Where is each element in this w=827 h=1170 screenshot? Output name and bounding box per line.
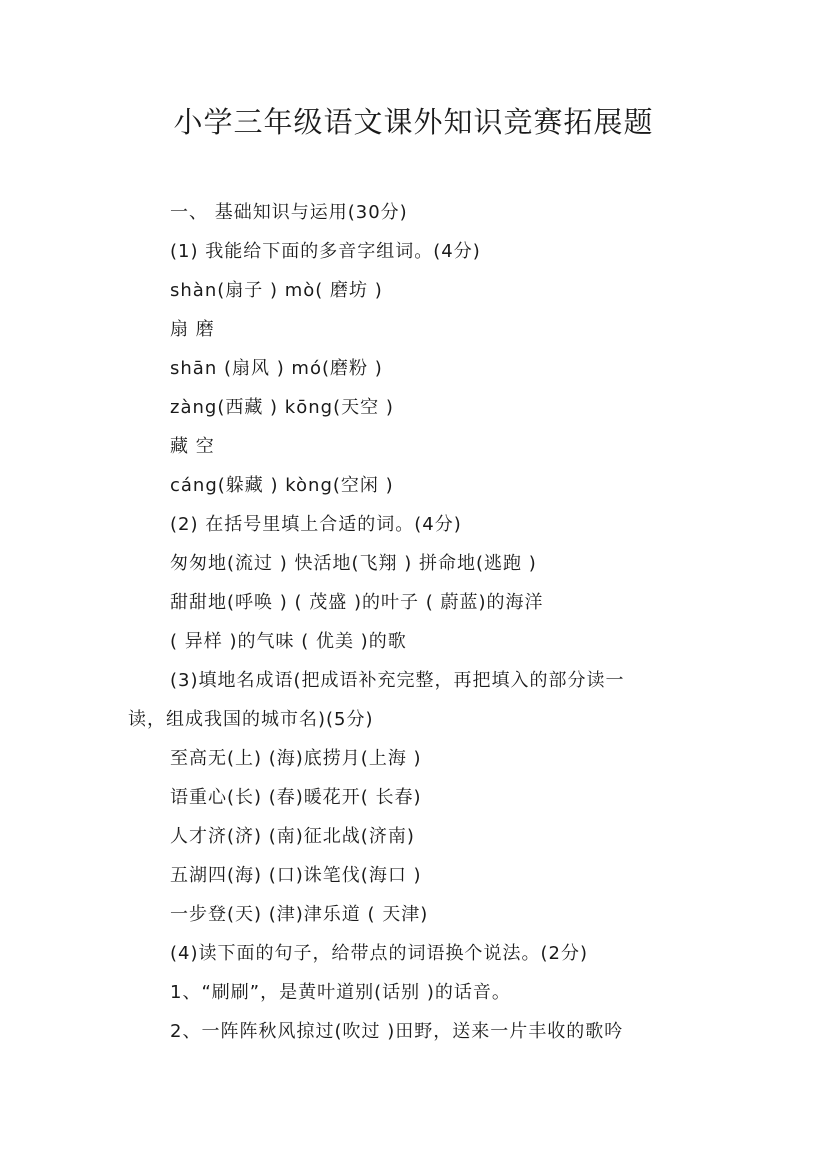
answer-line: 2、一阵阵秋风掠过(吹过 )田野，送来一片丰收的歌吟	[170, 1021, 624, 1042]
answer-line: shàn(扇子 ) mò( 磨坊 )	[170, 280, 383, 301]
answer-line: 扇 磨	[170, 319, 215, 340]
answer-line: 藏 空	[170, 436, 215, 457]
question-heading-continued: 读，组成我国的城市名)(5分)	[128, 709, 374, 730]
document-body	[128, 193, 708, 1051]
answer-line: 至高无(上) (海)底捞月(上海 )	[170, 748, 422, 769]
question-heading: (4)读下面的句子，给带点的词语换个说法。(2分)	[170, 943, 588, 964]
section-heading: 一、 基础知识与运用(30分)	[170, 202, 408, 223]
answer-line: cáng(躲藏 ) kòng(空闲 )	[170, 475, 394, 496]
answer-line: 甜甜地(呼唤 ) ( 茂盛 )的叶子 ( 蔚蓝)的海洋	[170, 592, 544, 613]
page-title: 小学三年级语文课外知识竞赛拓展题	[173, 105, 654, 139]
answer-line: 1、“刷刷”，是黄叶道别(话别 )的话音。	[170, 982, 511, 1003]
answer-line: 一步登(天) (津)津乐道 ( 天津)	[170, 904, 429, 925]
answer-line: shān (扇风 ) mó(磨粉 )	[170, 358, 383, 379]
question-heading: (2) 在括号里填上合适的词。(4分)	[170, 514, 462, 535]
answer-line: 人才济(济) (南)征北战(济南)	[170, 826, 415, 847]
answer-line: 语重心(长) (春)暖花开( 长春)	[170, 787, 422, 808]
answer-line: 匆匆地(流过 ) 快活地(飞翔 ) 拼命地(逃跑 )	[170, 553, 537, 574]
answer-line: zàng(西藏 ) kōng(天空 )	[170, 397, 394, 418]
answer-line: ( 异样 )的气味 ( 优美 )的歌	[170, 631, 407, 652]
question-heading: (3)填地名成语(把成语补充完整，再把填入的部分读一	[170, 670, 625, 691]
answer-line: 五湖四(海) (口)诛笔伐(海口 )	[170, 865, 422, 886]
question-heading: (1) 我能给下面的多音字组词。(4分)	[170, 241, 481, 262]
